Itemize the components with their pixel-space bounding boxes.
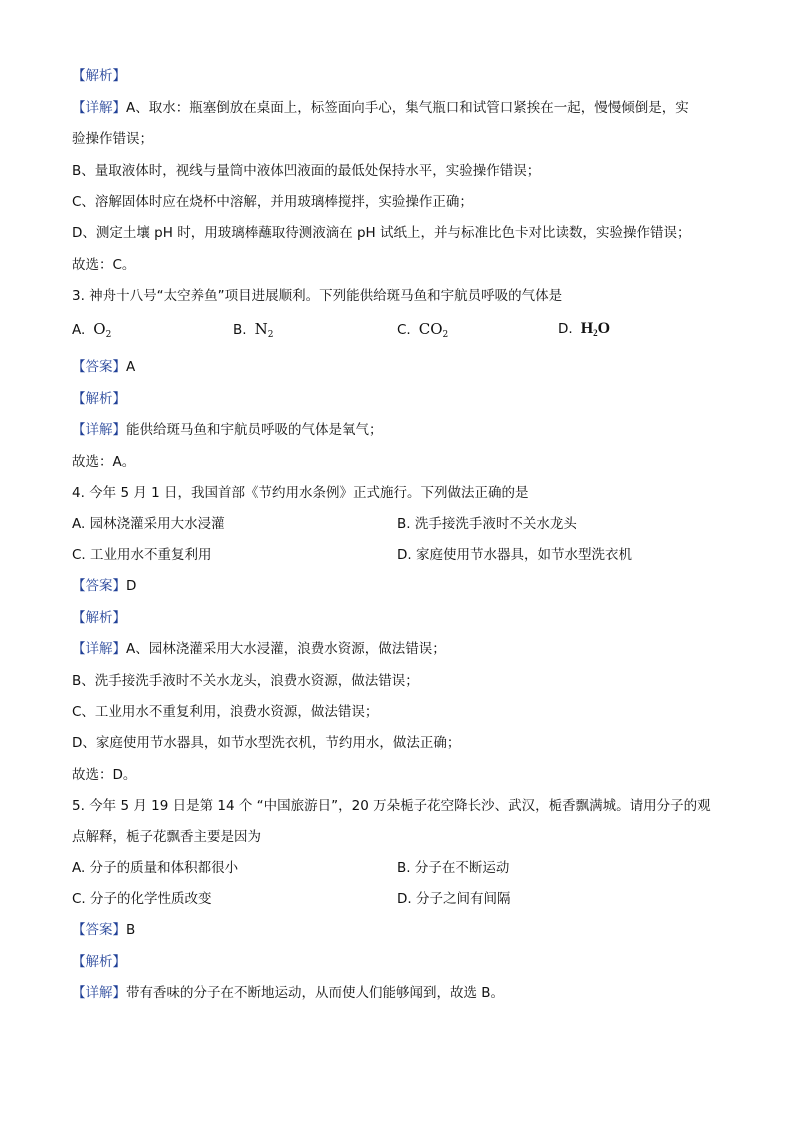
analysis-heading: 【解析】 (72, 391, 126, 407)
option-label: B. (233, 322, 247, 338)
q5-option-a: A. 分子的质量和体积都很小 (72, 860, 239, 876)
option-label: A. (72, 322, 86, 338)
q4-option-b: B. 洗手接洗手液时不关水龙头 (397, 516, 577, 532)
q4-option-a: A. 园林浇灌采用大水浸灌 (72, 516, 225, 532)
q3-option-d (558, 319, 610, 343)
answer-line (72, 357, 135, 377)
analysis-heading: 【解析】 (72, 68, 126, 84)
detail-line (72, 983, 504, 1003)
detail-line (72, 639, 446, 659)
detail-text: 带有香味的分子在不断地运动，从而使人们能够闻到，故选 B。 (126, 985, 505, 1001)
question-3-stem: 3. 神舟十八号“太空养鱼”项目进展顺利。下列能供给斑马鱼和宇航员呼吸的气体是 (72, 288, 563, 304)
detail-tag: 【详解】 (72, 985, 126, 1001)
analysis-heading: 【解析】 (72, 610, 126, 626)
detail-line: 验操作错误； (72, 131, 153, 147)
answer-line (72, 576, 136, 596)
q5-option-c: C. 分子的化学性质改变 (72, 891, 212, 907)
q4-option-d: D. 家庭使用节水器具，如节水型洗衣机 (397, 547, 632, 563)
detail-line (72, 98, 689, 118)
option-label: C. (397, 322, 411, 338)
detail-text: 能供给斑马鱼和宇航员呼吸的气体是氧气； (126, 422, 383, 438)
detail-tag: 【详解】 (72, 422, 126, 438)
option-label: D. (558, 321, 573, 337)
formula: $O_2$ (93, 320, 112, 340)
choose-line: 故选：C。 (72, 257, 136, 273)
detail-tag: 【详解】 (72, 641, 126, 657)
formula: $CO_2$ (418, 320, 449, 340)
q4-option-c: C. 工业用水不重复利用 (72, 547, 212, 563)
q3-option-a (72, 319, 111, 345)
answer-tag: 【答案】 (72, 922, 126, 938)
answer-tag: 【答案】 (72, 578, 126, 594)
question-4-stem: 4. 今年 5 月 1 日，我国首部《节约用水条例》正式施行。下列做法正确的是 (72, 485, 529, 501)
q3-option-b (233, 319, 273, 345)
detail-line: D、测定土壤 pH 时，用玻璃棒蘸取待测液滴在 pH 试纸上，并与标准比色卡对比读数，实验操作错误； (72, 225, 691, 241)
detail-line: B、洗手接洗手液时不关水龙头，浪费水资源，做法错误； (72, 673, 419, 689)
choose-line: 故选：A。 (72, 454, 136, 470)
formula: $N_2$ (254, 320, 274, 340)
question-5-stem: 5. 今年 5 月 19 日是第 14 个 “中国旅游日”，20 万朵栀子花空降长沙、武汉，栀香飘满城。请用分子的观 (72, 798, 711, 814)
detail-line: C、工业用水不重复利用，浪费水资源，做法错误； (72, 704, 379, 720)
question-5-stem-cont: 点解释，栀子花飘香主要是因为 (72, 829, 261, 845)
detail-line: D、家庭使用节水器具，如节水型洗衣机，节约用水，做法正确； (72, 735, 461, 751)
choose-line: 故选：D。 (72, 767, 137, 783)
answer-value: A (126, 359, 136, 375)
q5-option-d: D. 分子之间有间隔 (397, 891, 511, 907)
answer-value: B (126, 922, 136, 938)
detail-text: A、取水：瓶塞倒放在桌面上，标签面向手心，集气瓶口和试管口紧挨在一起，慢慢倾倒是，实 (126, 100, 689, 116)
analysis-heading: 【解析】 (72, 954, 126, 970)
formula: $H_2O$ (580, 320, 611, 338)
detail-line: C、溶解固体时应在烧杯中溶解，并用玻璃棒搅拌，实验操作正确； (72, 194, 473, 210)
detail-line (72, 420, 383, 440)
answer-value: D (126, 578, 137, 594)
answer-tag: 【答案】 (72, 359, 126, 375)
q3-option-c (397, 319, 448, 345)
answer-line (72, 920, 135, 940)
detail-tag: 【详解】 (72, 100, 126, 116)
detail-line: B、量取液体时，视线与量筒中液体凹液面的最低处保持水平，实验操作错误； (72, 163, 541, 179)
q5-option-b: B. 分子在不断运动 (397, 860, 510, 876)
detail-text: A、园林浇灌采用大水浸灌，浪费水资源，做法错误； (126, 641, 446, 657)
